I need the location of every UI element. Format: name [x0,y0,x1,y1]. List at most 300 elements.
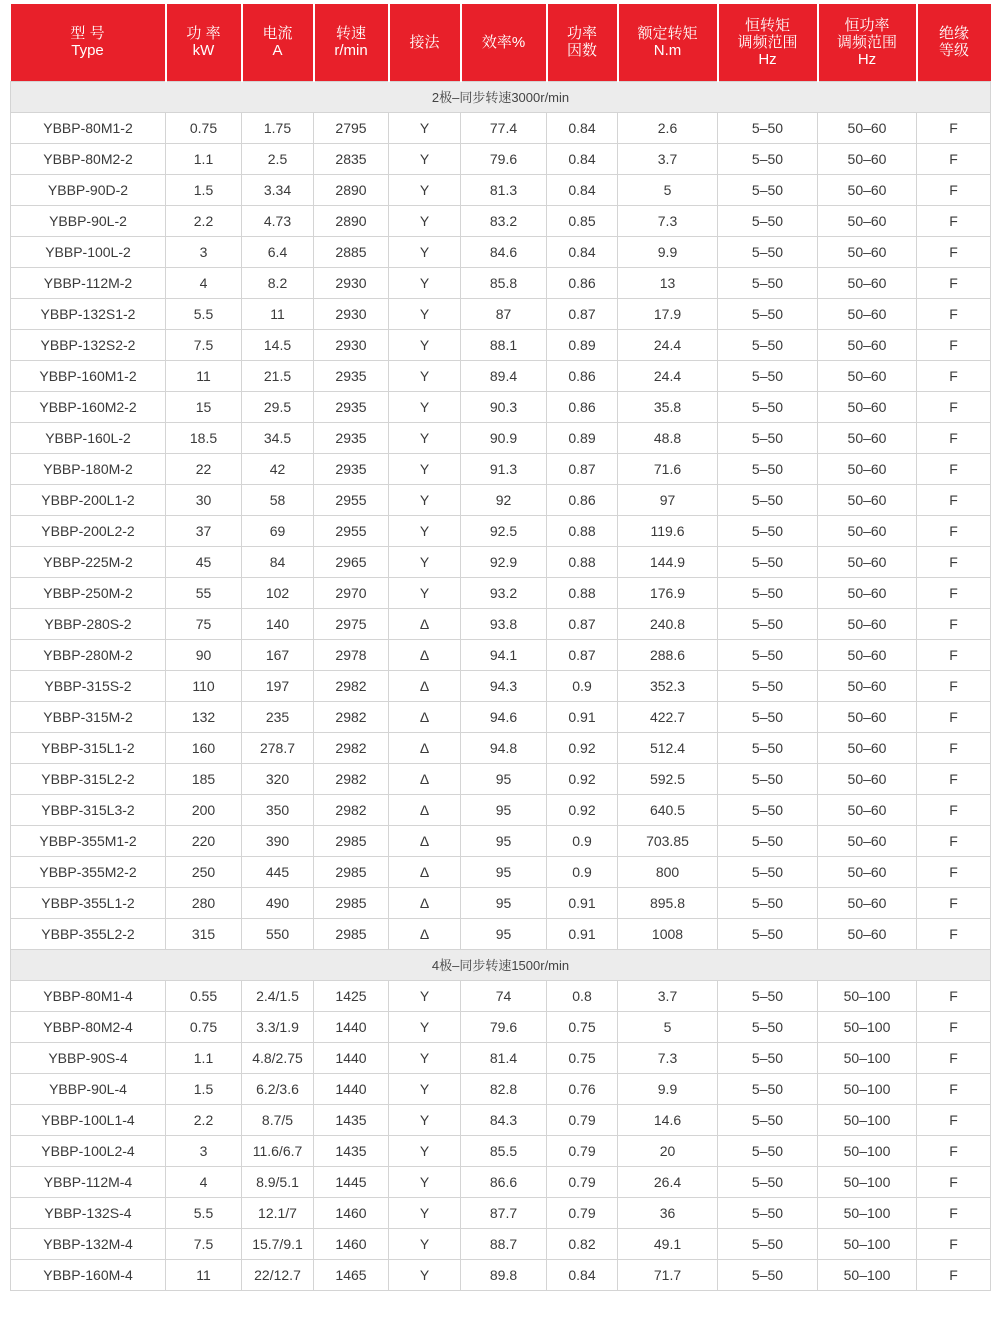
cell-power-factor: 0.92 [547,732,618,763]
cell-connection: Y [389,577,461,608]
table-row [11,763,991,794]
cell-current: 140 [242,608,314,639]
cell-type: YBBP-100L2-4 [11,1135,166,1166]
cell-constant-torque-range: 5–50 [718,887,818,918]
cell-type: YBBP-132S1-2 [11,298,166,329]
cell-power-factor: 0.75 [547,1011,618,1042]
cell-rated-torque: 592.5 [618,763,718,794]
cell-constant-torque-range: 5–50 [718,794,818,825]
cell-efficiency: 79.6 [461,1011,547,1042]
table-row [11,1042,991,1073]
header-rated-torque: 额定转矩 N.m [618,4,718,81]
cell-constant-torque-range: 5–50 [718,763,818,794]
cell-speed: 1465 [314,1259,389,1290]
section-header-row [11,81,991,112]
cell-speed: 1440 [314,1073,389,1104]
cell-constant-power-range: 50–60 [818,112,917,143]
table-row [11,1259,991,1290]
cell-connection: Y [389,143,461,174]
cell-constant-power-range: 50–100 [818,980,917,1011]
cell-constant-power-range: 50–100 [818,1073,917,1104]
cell-power: 4 [166,267,242,298]
cell-constant-torque-range: 5–50 [718,856,818,887]
cell-rated-torque: 35.8 [618,391,718,422]
table-row [11,825,991,856]
cell-power: 2.2 [166,205,242,236]
cell-connection: Δ [389,887,461,918]
cell-current: 445 [242,856,314,887]
cell-insulation-class: F [917,422,991,453]
table-row [11,639,991,670]
cell-power: 1.5 [166,174,242,205]
table-row [11,205,991,236]
cell-constant-power-range: 50–60 [818,484,917,515]
cell-rated-torque: 49.1 [618,1228,718,1259]
cell-connection: Y [389,112,461,143]
cell-power-factor: 0.84 [547,174,618,205]
cell-insulation-class: F [917,236,991,267]
cell-insulation-class: F [917,608,991,639]
cell-efficiency: 95 [461,794,547,825]
cell-efficiency: 95 [461,825,547,856]
cell-constant-torque-range: 5–50 [718,918,818,949]
cell-insulation-class: F [917,918,991,949]
cell-connection: Δ [389,639,461,670]
cell-current: 11.6/6.7 [242,1135,314,1166]
cell-efficiency: 74 [461,980,547,1011]
cell-power-factor: 0.87 [547,298,618,329]
cell-efficiency: 83.2 [461,205,547,236]
cell-connection: Y [389,980,461,1011]
cell-power: 3 [166,236,242,267]
cell-power: 7.5 [166,1228,242,1259]
cell-connection: Δ [389,732,461,763]
cell-rated-torque: 97 [618,484,718,515]
cell-constant-power-range: 50–60 [818,453,917,484]
table-row [11,236,991,267]
cell-connection: Y [389,1197,461,1228]
cell-power: 11 [166,1259,242,1290]
cell-insulation-class: F [917,670,991,701]
cell-type: YBBP-315M-2 [11,701,166,732]
cell-connection: Y [389,1166,461,1197]
cell-type: YBBP-315S-2 [11,670,166,701]
cell-speed: 2982 [314,732,389,763]
cell-rated-torque: 20 [618,1135,718,1166]
cell-constant-torque-range: 5–50 [718,1228,818,1259]
cell-speed: 1445 [314,1166,389,1197]
cell-power-factor: 0.89 [547,422,618,453]
cell-type: YBBP-200L1-2 [11,484,166,515]
cell-efficiency: 94.3 [461,670,547,701]
cell-constant-torque-range: 5–50 [718,1197,818,1228]
cell-power-factor: 0.91 [547,887,618,918]
cell-constant-power-range: 50–60 [818,143,917,174]
cell-connection: Y [389,236,461,267]
cell-efficiency: 84.6 [461,236,547,267]
table-row [11,980,991,1011]
cell-efficiency: 84.3 [461,1104,547,1135]
cell-power: 1.1 [166,1042,242,1073]
cell-constant-power-range: 50–60 [818,236,917,267]
cell-connection: Y [389,360,461,391]
cell-constant-torque-range: 5–50 [718,1104,818,1135]
cell-constant-power-range: 50–60 [818,267,917,298]
cell-current: 42 [242,453,314,484]
cell-type: YBBP-80M2-2 [11,143,166,174]
cell-type: YBBP-80M1-2 [11,112,166,143]
cell-power: 11 [166,360,242,391]
cell-insulation-class: F [917,360,991,391]
cell-constant-torque-range: 5–50 [718,298,818,329]
table-header [11,4,991,81]
cell-insulation-class: F [917,825,991,856]
cell-efficiency: 77.4 [461,112,547,143]
cell-constant-torque-range: 5–50 [718,329,818,360]
cell-constant-torque-range: 5–50 [718,732,818,763]
cell-type: YBBP-200L2-2 [11,515,166,546]
table-row [11,1228,991,1259]
cell-power-factor: 0.9 [547,825,618,856]
cell-power-factor: 0.87 [547,639,618,670]
cell-connection: Δ [389,856,461,887]
cell-insulation-class: F [917,143,991,174]
cell-insulation-class: F [917,298,991,329]
cell-power: 3 [166,1135,242,1166]
cell-power-factor: 0.82 [547,1228,618,1259]
table-row [11,918,991,949]
cell-constant-power-range: 50–100 [818,1259,917,1290]
cell-constant-power-range: 50–60 [818,825,917,856]
cell-power-factor: 0.8 [547,980,618,1011]
cell-power-factor: 0.86 [547,267,618,298]
cell-type: YBBP-355L2-2 [11,918,166,949]
cell-rated-torque: 17.9 [618,298,718,329]
cell-connection: Y [389,1135,461,1166]
cell-speed: 2890 [314,174,389,205]
cell-constant-power-range: 50–60 [818,794,917,825]
table-row [11,608,991,639]
cell-speed: 2890 [314,205,389,236]
cell-connection: Y [389,1228,461,1259]
cell-power-factor: 0.91 [547,918,618,949]
cell-type: YBBP-100L-2 [11,236,166,267]
cell-power-factor: 0.9 [547,856,618,887]
cell-rated-torque: 422.7 [618,701,718,732]
cell-constant-torque-range: 5–50 [718,825,818,856]
cell-efficiency: 94.8 [461,732,547,763]
cell-power: 160 [166,732,242,763]
cell-insulation-class: F [917,546,991,577]
cell-type: YBBP-355L1-2 [11,887,166,918]
cell-power: 1.1 [166,143,242,174]
cell-current: 167 [242,639,314,670]
header-row [11,4,991,81]
cell-power-factor: 0.86 [547,484,618,515]
cell-constant-torque-range: 5–50 [718,236,818,267]
cell-efficiency: 85.5 [461,1135,547,1166]
cell-connection: Δ [389,918,461,949]
cell-constant-power-range: 50–100 [818,1135,917,1166]
table-row [11,174,991,205]
cell-constant-power-range: 50–60 [818,639,917,670]
cell-rated-torque: 3.7 [618,143,718,174]
cell-constant-power-range: 50–60 [818,422,917,453]
cell-current: 102 [242,577,314,608]
section-title: 2极–同步转速3000r/min [11,81,991,112]
table-row [11,453,991,484]
cell-constant-power-range: 50–100 [818,1011,917,1042]
cell-type: YBBP-315L3-2 [11,794,166,825]
cell-speed: 2930 [314,329,389,360]
table-row [11,329,991,360]
cell-type: YBBP-112M-2 [11,267,166,298]
cell-power-factor: 0.86 [547,391,618,422]
table-row [11,1011,991,1042]
cell-power: 250 [166,856,242,887]
cell-type: YBBP-90S-4 [11,1042,166,1073]
cell-constant-power-range: 50–60 [818,608,917,639]
table-row [11,515,991,546]
table-row [11,794,991,825]
cell-current: 22/12.7 [242,1259,314,1290]
cell-power: 220 [166,825,242,856]
table-row [11,267,991,298]
cell-current: 8.9/5.1 [242,1166,314,1197]
cell-type: YBBP-160L-2 [11,422,166,453]
cell-constant-power-range: 50–60 [818,515,917,546]
cell-constant-power-range: 50–60 [818,174,917,205]
cell-connection: Δ [389,763,461,794]
cell-constant-power-range: 50–60 [818,887,917,918]
cell-constant-power-range: 50–60 [818,329,917,360]
cell-connection: Δ [389,701,461,732]
cell-power-factor: 0.9 [547,670,618,701]
cell-speed: 1440 [314,1011,389,1042]
cell-rated-torque: 9.9 [618,1073,718,1104]
cell-rated-torque: 7.3 [618,205,718,236]
cell-rated-torque: 640.5 [618,794,718,825]
cell-type: YBBP-355M2-2 [11,856,166,887]
cell-efficiency: 91.3 [461,453,547,484]
cell-power: 7.5 [166,329,242,360]
cell-rated-torque: 119.6 [618,515,718,546]
cell-constant-torque-range: 5–50 [718,577,818,608]
cell-rated-torque: 5 [618,1011,718,1042]
cell-efficiency: 82.8 [461,1073,547,1104]
cell-connection: Y [389,484,461,515]
cell-efficiency: 95 [461,856,547,887]
cell-speed: 2982 [314,701,389,732]
cell-efficiency: 93.2 [461,577,547,608]
cell-rated-torque: 3.7 [618,980,718,1011]
cell-rated-torque: 352.3 [618,670,718,701]
cell-type: YBBP-80M2-4 [11,1011,166,1042]
cell-connection: Y [389,329,461,360]
cell-connection: Y [389,1042,461,1073]
cell-constant-torque-range: 5–50 [718,546,818,577]
header-constant-power-range: 恒功率 调频范围 Hz [818,4,917,81]
table-row [11,143,991,174]
cell-efficiency: 92.5 [461,515,547,546]
cell-insulation-class: F [917,856,991,887]
cell-power: 2.2 [166,1104,242,1135]
cell-current: 12.1/7 [242,1197,314,1228]
cell-current: 2.4/1.5 [242,980,314,1011]
cell-current: 197 [242,670,314,701]
cell-insulation-class: F [917,174,991,205]
cell-current: 1.75 [242,112,314,143]
cell-efficiency: 88.7 [461,1228,547,1259]
cell-power-factor: 0.85 [547,205,618,236]
cell-current: 84 [242,546,314,577]
cell-power-factor: 0.88 [547,515,618,546]
cell-speed: 2885 [314,236,389,267]
cell-constant-power-range: 50–60 [818,360,917,391]
cell-power: 1.5 [166,1073,242,1104]
cell-current: 58 [242,484,314,515]
cell-constant-power-range: 50–60 [818,763,917,794]
cell-speed: 2985 [314,887,389,918]
cell-power-factor: 0.92 [547,763,618,794]
header-type: 型 号 Type [11,4,166,81]
cell-constant-power-range: 50–60 [818,918,917,949]
cell-rated-torque: 800 [618,856,718,887]
table-row [11,701,991,732]
cell-current: 490 [242,887,314,918]
cell-speed: 2935 [314,360,389,391]
cell-speed: 1435 [314,1135,389,1166]
cell-current: 4.8/2.75 [242,1042,314,1073]
cell-speed: 2982 [314,763,389,794]
cell-insulation-class: F [917,701,991,732]
cell-efficiency: 79.6 [461,143,547,174]
cell-constant-power-range: 50–100 [818,1104,917,1135]
cell-rated-torque: 48.8 [618,422,718,453]
cell-connection: Y [389,391,461,422]
cell-insulation-class: F [917,453,991,484]
cell-power-factor: 0.84 [547,112,618,143]
cell-power: 185 [166,763,242,794]
cell-efficiency: 81.4 [461,1042,547,1073]
cell-current: 6.2/3.6 [242,1073,314,1104]
cell-speed: 2935 [314,422,389,453]
cell-constant-torque-range: 5–50 [718,205,818,236]
cell-connection: Δ [389,608,461,639]
cell-type: YBBP-315L2-2 [11,763,166,794]
cell-rated-torque: 71.7 [618,1259,718,1290]
cell-type: YBBP-355M1-2 [11,825,166,856]
cell-power-factor: 0.89 [547,329,618,360]
cell-constant-torque-range: 5–50 [718,1166,818,1197]
cell-power: 45 [166,546,242,577]
cell-connection: Y [389,453,461,484]
cell-constant-torque-range: 5–50 [718,360,818,391]
cell-rated-torque: 71.6 [618,453,718,484]
cell-rated-torque: 13 [618,267,718,298]
cell-connection: Y [389,546,461,577]
cell-constant-power-range: 50–60 [818,856,917,887]
cell-power: 37 [166,515,242,546]
cell-power: 132 [166,701,242,732]
cell-efficiency: 89.8 [461,1259,547,1290]
cell-rated-torque: 144.9 [618,546,718,577]
cell-connection: Y [389,422,461,453]
cell-rated-torque: 288.6 [618,639,718,670]
cell-insulation-class: F [917,763,991,794]
cell-current: 15.7/9.1 [242,1228,314,1259]
cell-constant-torque-range: 5–50 [718,112,818,143]
cell-efficiency: 95 [461,918,547,949]
cell-current: 550 [242,918,314,949]
cell-efficiency: 90.3 [461,391,547,422]
cell-efficiency: 87.7 [461,1197,547,1228]
cell-current: 8.2 [242,267,314,298]
cell-power: 200 [166,794,242,825]
cell-insulation-class: F [917,484,991,515]
cell-efficiency: 88.1 [461,329,547,360]
cell-current: 2.5 [242,143,314,174]
cell-current: 390 [242,825,314,856]
cell-constant-torque-range: 5–50 [718,422,818,453]
cell-connection: Y [389,1073,461,1104]
cell-rated-torque: 14.6 [618,1104,718,1135]
cell-insulation-class: F [917,391,991,422]
cell-rated-torque: 26.4 [618,1166,718,1197]
header-insulation-class: 绝缘 等级 [917,4,991,81]
cell-rated-torque: 240.8 [618,608,718,639]
cell-speed: 2795 [314,112,389,143]
cell-constant-torque-range: 5–50 [718,484,818,515]
table-row [11,546,991,577]
cell-type: YBBP-132S2-2 [11,329,166,360]
cell-rated-torque: 36 [618,1197,718,1228]
cell-speed: 2985 [314,825,389,856]
cell-speed: 2935 [314,391,389,422]
cell-type: YBBP-280M-2 [11,639,166,670]
table-row [11,1197,991,1228]
cell-efficiency: 95 [461,887,547,918]
cell-power-factor: 0.86 [547,360,618,391]
cell-type: YBBP-280S-2 [11,608,166,639]
cell-speed: 1435 [314,1104,389,1135]
cell-current: 278.7 [242,732,314,763]
header-speed: 转速 r/min [314,4,389,81]
cell-connection: Y [389,205,461,236]
cell-type: YBBP-80M1-4 [11,980,166,1011]
cell-power-factor: 0.84 [547,143,618,174]
table-row [11,1135,991,1166]
cell-connection: Y [389,1011,461,1042]
cell-power: 5.5 [166,298,242,329]
cell-efficiency: 95 [461,763,547,794]
table-body [11,81,991,1290]
cell-rated-torque: 176.9 [618,577,718,608]
cell-constant-torque-range: 5–50 [718,639,818,670]
table-row [11,391,991,422]
cell-connection: Δ [389,670,461,701]
table-row [11,577,991,608]
cell-type: YBBP-250M-2 [11,577,166,608]
cell-constant-torque-range: 5–50 [718,1073,818,1104]
cell-insulation-class: F [917,1197,991,1228]
cell-power-factor: 0.76 [547,1073,618,1104]
cell-power-factor: 0.79 [547,1104,618,1135]
cell-power: 55 [166,577,242,608]
cell-type: YBBP-132M-4 [11,1228,166,1259]
cell-insulation-class: F [917,267,991,298]
cell-type: YBBP-180M-2 [11,453,166,484]
